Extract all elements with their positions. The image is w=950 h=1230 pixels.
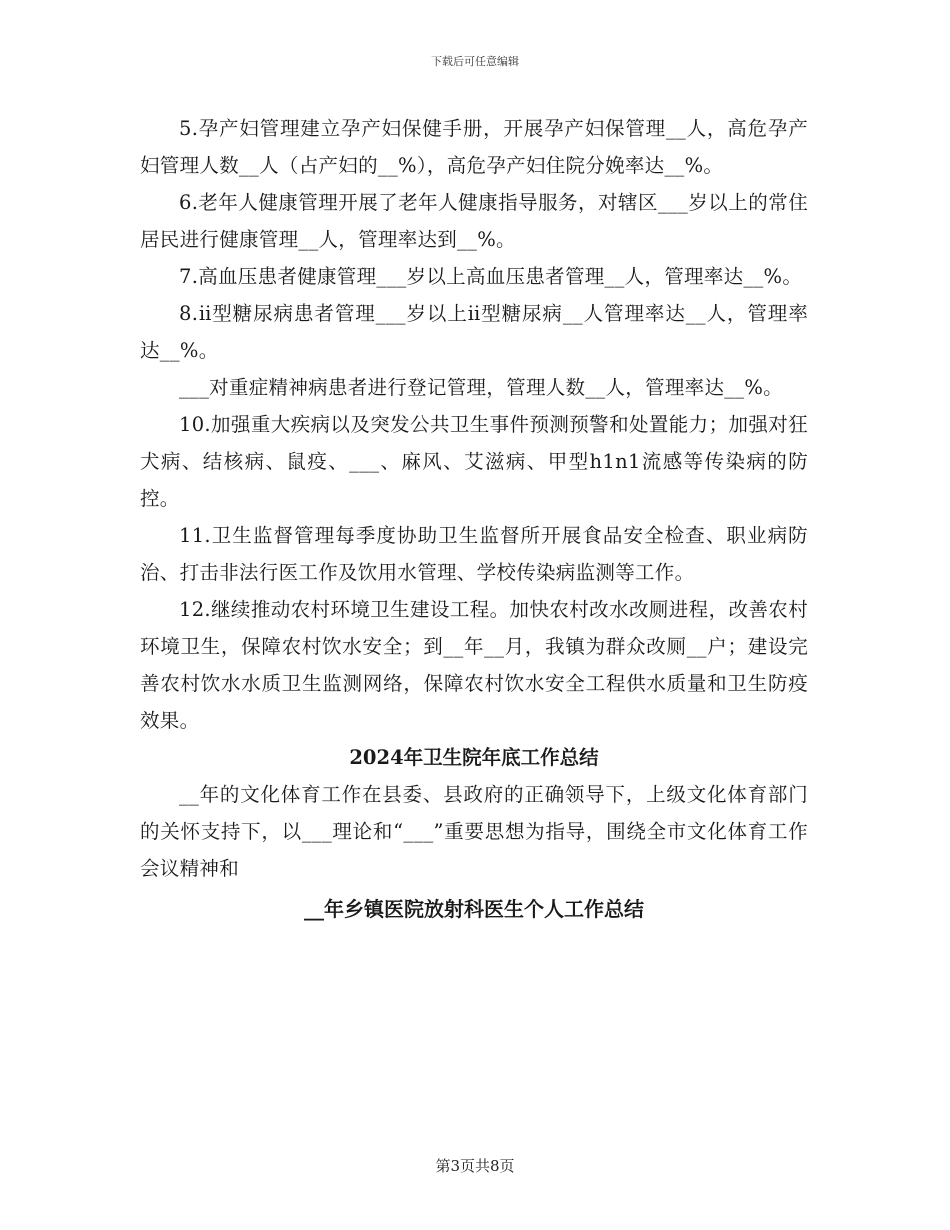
- document-body: [140, 110, 808, 928]
- paragraph-item-12: 12.继续推动农村环境卫生建设工程。加快农村改水改厕进程，改善农村环境卫生，保障农村饮水安全；到__年__月，我镇为群众改厕__户；建设完善农村饮水水质卫生监测网络，保障农村饮水安全工程供水质量和卫生防疫效果。: [140, 598, 808, 732]
- paragraph-item-9: ___对重症精神病患者进行登记管理，管理人数__人，管理率达__%。: [179, 376, 783, 399]
- next-section-title: __年乡镇医院放射科医生个人工作总结: [304, 897, 644, 921]
- paragraph-item-7: 7.高血压患者健康管理___岁以上高血压患者管理__人，管理率达__%。: [179, 265, 803, 288]
- paragraph-item-8: 8.ⅱ型糖尿病患者管理___岁以上ⅱ型糖尿病__人管理率达__人，管理率达__%。: [140, 302, 808, 362]
- paragraph-item-11: 11.卫生监督管理每季度协助卫生监督所开展食品安全检查、职业病防治、打击非法行医工作及饮用水管理、学校传染病监测等工作。: [140, 524, 808, 584]
- section-paragraph: __年的文化体育工作在县委、县政府的正确领导下，上级文化体育部门的关怀支持下，以___理论和“___”重要思想为指导，围绕全市文化体育工作会议精神和: [140, 783, 808, 880]
- page-footer: 第3页共8页: [435, 1157, 515, 1175]
- paragraph-item-10: 10.加强重大疾病以及突发公共卫生事件预测预警和处置能力；加强对狂犬病、结核病、鼠疫、___、麻风、艾滋病、甲型h1n1流感等传染病的防控。: [140, 413, 808, 510]
- paragraph-item-5: 5.孕产妇管理建立孕产妇保健手册，开展孕产妇保管理__人，高危孕产妇管理人数__人（占产妇的__%），高危孕产妇住院分娩率达__%。: [140, 117, 808, 177]
- section-title: 2024年卫生院年底工作总结: [349, 746, 599, 769]
- paragraph-item-6: 6.老年人健康管理开展了老年人健康指导服务，对辖区___岁以上的常住居民进行健康管理__人，管理率达到__%。: [140, 191, 808, 251]
- header-note: 下载后可任意编辑: [431, 55, 519, 68]
